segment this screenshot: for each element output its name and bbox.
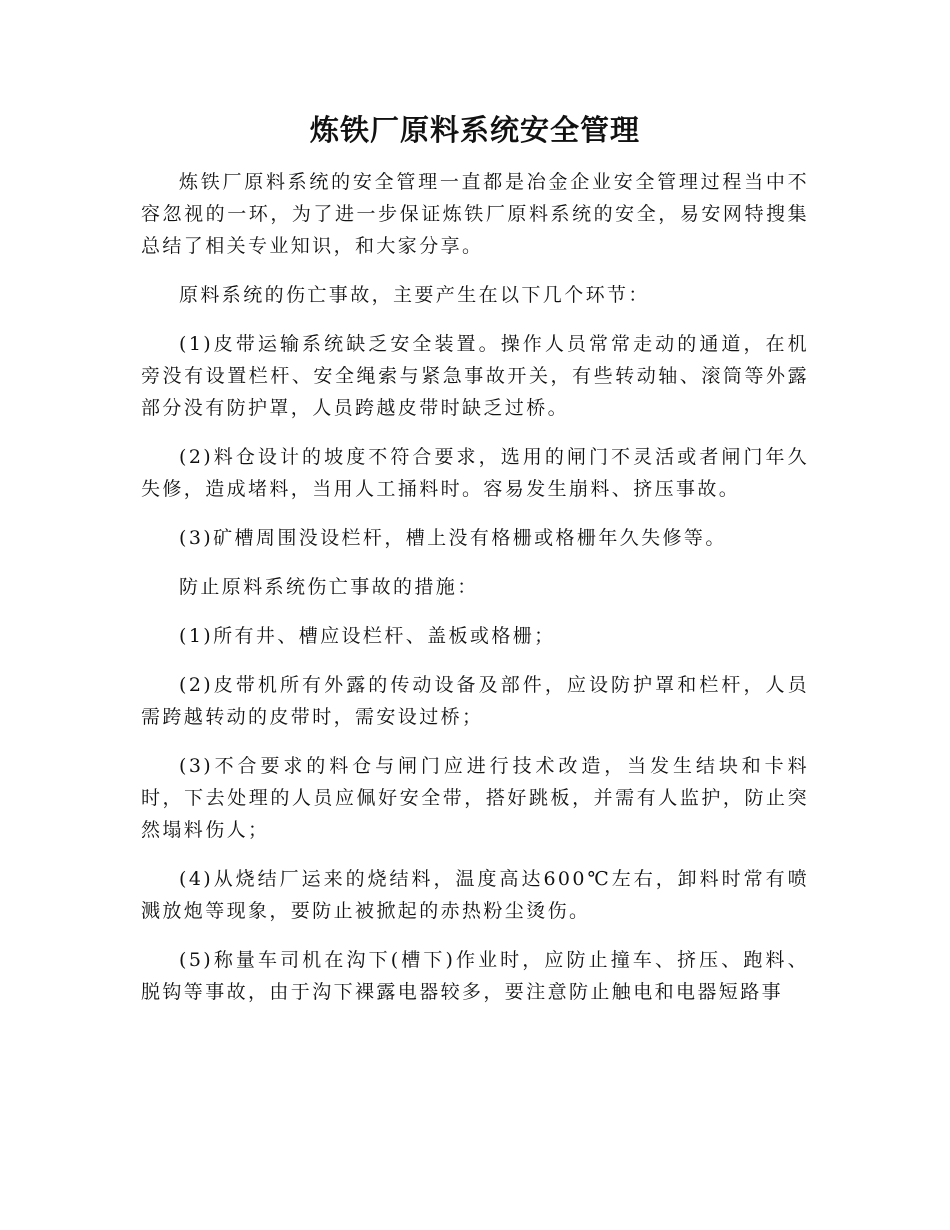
- paragraph-accident-source-1: (1)皮带运输系统缺乏安全装置。操作人员常常走动的通道，在机旁没有设置栏杆、安全绳索与紧急事故开关，有些转动轴、滚筒等外露部分没有防护罩，人员跨越皮带时缺乏过桥。: [141, 333, 809, 419]
- paragraph-measure-5: (5)称量车司机在沟下(槽下)作业时，应防止撞车、挤压、跑料、脱钩等事故，由于沟下裸露电器较多，要注意防止触电和电器短路事: [141, 949, 809, 1003]
- paragraph-measure-2: (2)皮带机所有外露的传动设备及部件，应设防护罩和栏杆，人员需跨越转动的皮带时，需安设过桥；: [141, 674, 809, 728]
- document-body: [141, 166, 809, 1025]
- paragraph-measure-4: (4)从烧结厂运来的烧结料，温度高达600℃左右，卸料时常有喷溅放炮等现象，要防止被掀起的赤热粉尘烫伤。: [141, 868, 809, 922]
- paragraph-measure-3: (3)不合要求的料仓与闸门应进行技术改造，当发生结块和卡料时，下去处理的人员应佩好安全带，搭好跳板，并需有人监护，防止突然塌料伤人；: [141, 755, 809, 841]
- paragraph-accident-source-3: (3)矿槽周围没设栏杆，槽上没有格栅或格栅年久失修等。: [179, 527, 727, 549]
- paragraph-measures-heading: 防止原料系统伤亡事故的措施：: [179, 576, 479, 598]
- document-title: 炼铁厂原料系统安全管理: [309, 113, 640, 147]
- paragraph-accident-source-2: (2)料仓设计的坡度不符合要求，选用的闸门不灵活或者闸门年久失修，造成堵料，当用人工捅料时。容易发生崩料、挤压事故。: [141, 446, 809, 500]
- paragraph-accident-sources-heading: 原料系统的伤亡事故，主要产生在以下几个环节：: [179, 284, 650, 306]
- paragraph-measure-1: (1)所有井、槽应设栏杆、盖板或格栅；: [179, 625, 556, 647]
- paragraph-intro: 炼铁厂原料系统的安全管理一直都是冶金企业安全管理过程当中不容忽视的一环，为了进一步保证炼铁厂原料系统的安全，易安网特搜集总结了相关专业知识，和大家分享。: [141, 171, 809, 257]
